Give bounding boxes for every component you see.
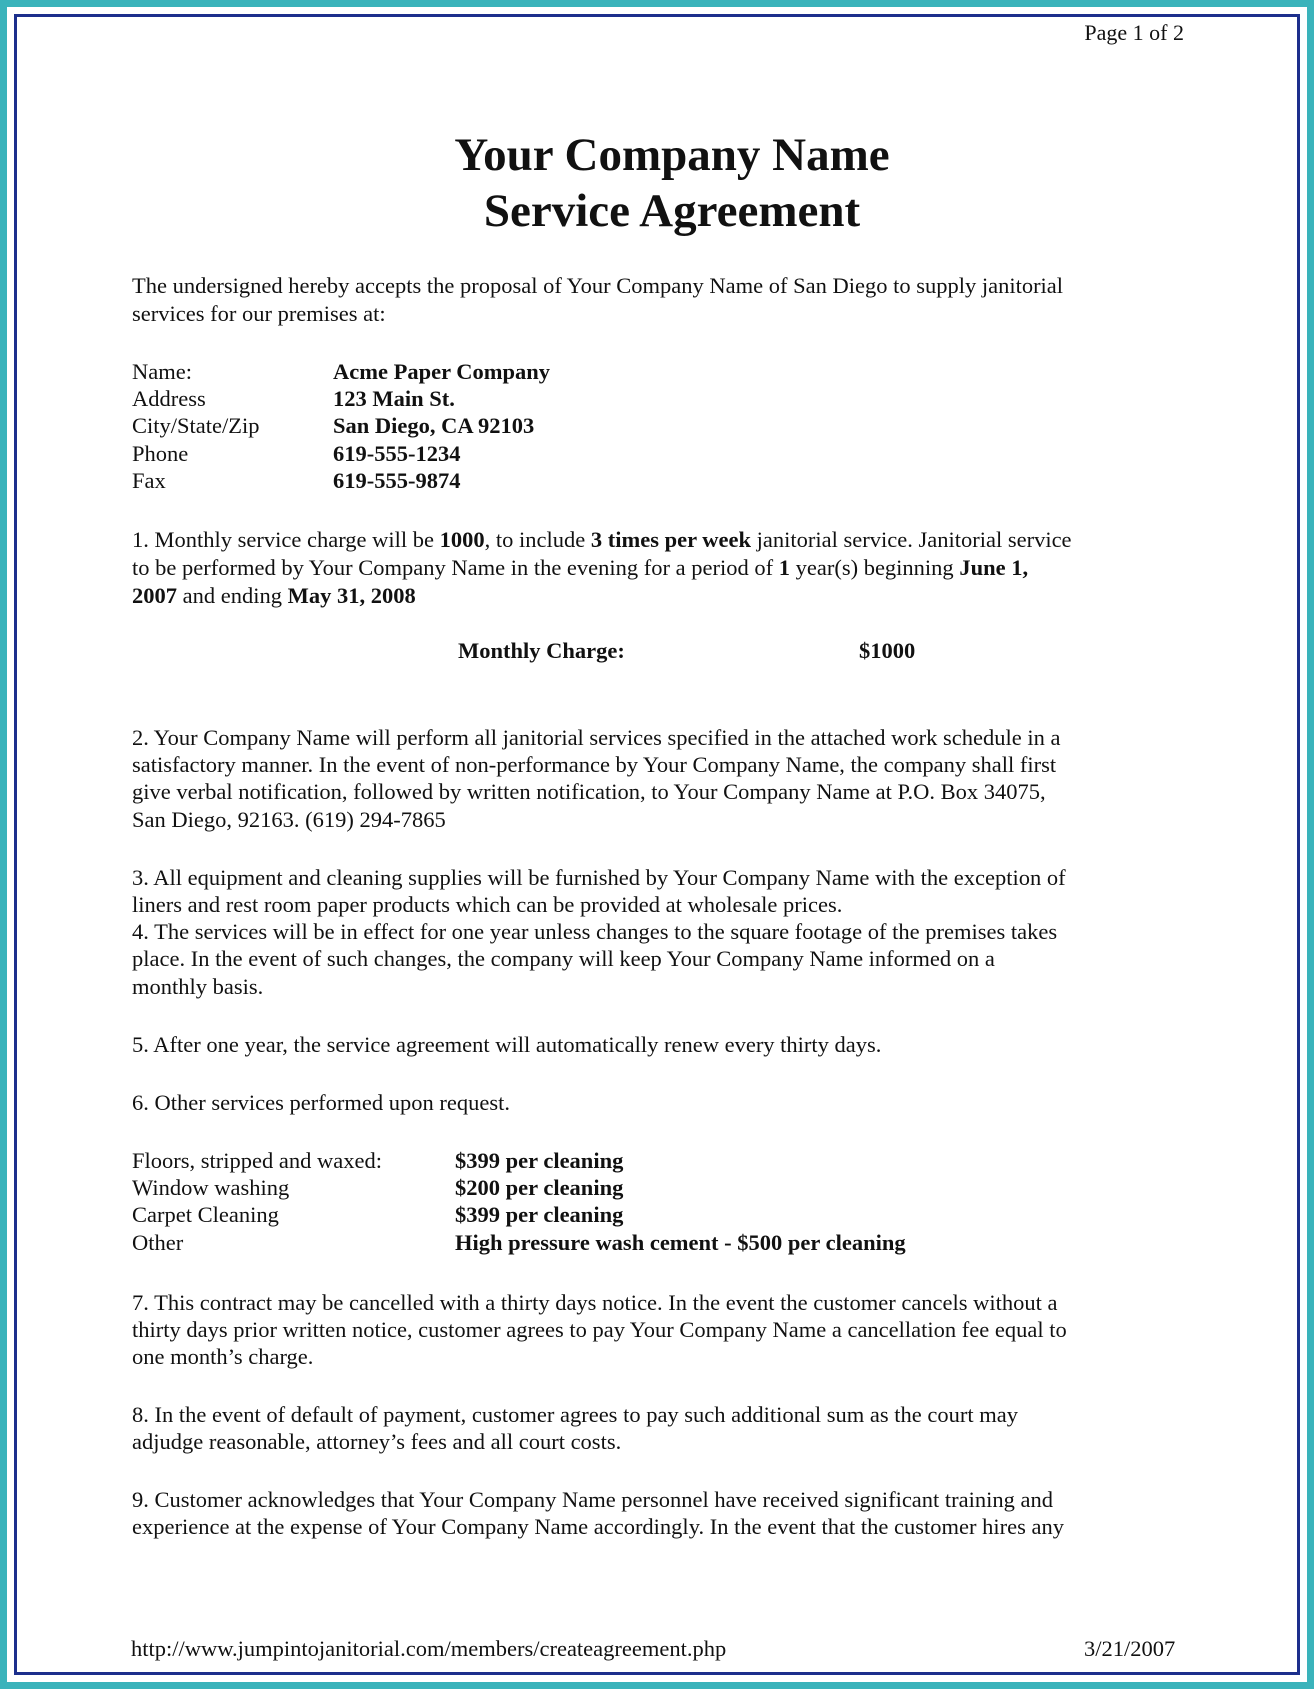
document-title: Service Agreement [483,185,861,237]
clause-8-line: adjudge reasonable, attorney’s fees and all court costs. [132,1429,622,1454]
clause-5: 5. After one year, the service agreement will automatically renew every thirty days. [132,1032,882,1057]
clause-7-line: thirty days prior written notice, customer agrees to pay Your Company Name a cancellation fee equal to [132,1317,1067,1342]
city-label: City/State/Zip [132,413,260,438]
company-title: Your Company Name [454,129,890,181]
address-label: Address [132,386,206,411]
intro-line-2: services for our premises at: [132,301,386,326]
service-name: Window washing [132,1175,290,1200]
clause-9-line: 9. Customer acknowledges that Your Company Name personnel have received significant training and [132,1487,1054,1512]
clause-1-line-1: 1. Monthly service charge will be 1000, to include 3 times per week janitorial service. Janitorial service [132,527,1072,552]
clause-3-line: 3. All equipment and cleaning supplies will be furnished by Your Company Name with the exception of [132,865,1066,890]
footer-url: http://www.jumpintojanitorial.com/members/createagreement.php [131,1636,727,1661]
phone-value: 619-555-1234 [333,441,461,466]
clause-6: 6. Other services performed upon request. [132,1090,510,1115]
fax-label: Fax [132,468,166,493]
city-value: San Diego, CA 92103 [333,413,535,438]
clause-4-line: place. In the event of such changes, the company will keep Your Company Name informed on a [132,946,995,971]
name-label: Name: [132,359,192,384]
clause-2-line: 2. Your Company Name will perform all janitorial services specified in the attached work schedule in a [132,725,1061,750]
clause-1-line-2: to be performed by Your Company Name in the evening for a period of 1 year(s) beginning June 1, [132,555,1029,580]
clause-2-line: give verbal notification, followed by written notification, to Your Company Name at P.O. Box 34075, [132,779,1046,804]
service-price: $399 per cleaning [455,1202,624,1227]
footer-date: 3/21/2007 [1084,1636,1176,1661]
clause-1-line-3: 2007 and ending May 31, 2008 [132,583,416,608]
clause-3-line: liners and rest room paper products which can be provided at wholesale prices. [132,892,843,917]
clause-7-line: one month’s charge. [132,1344,314,1369]
phone-label: Phone [132,441,189,466]
name-value: Acme Paper Company [333,359,551,384]
service-name: Floors, stripped and waxed: [132,1148,382,1173]
intro-line-1: The undersigned hereby accepts the proposal of Your Company Name of San Diego to supply janitorial [132,273,1064,298]
service-price: High pressure wash cement - $500 per cleaning [455,1230,906,1255]
clause-7-line: 7. This contract may be cancelled with a thirty days notice. In the event the customer cancels without a [132,1290,1058,1315]
clause-2-line: satisfactory manner. In the event of non-performance by Your Company Name, the company shall first [132,752,1057,777]
address-value: 123 Main St. [333,386,455,411]
clause-4-line: 4. The services will be in effect for one year unless changes to the square footage of the premises takes [132,919,1058,944]
clause-2-line: San Diego, 92163. (619) 294-7865 [132,807,446,832]
clause-8-line: 8. In the event of default of payment, customer agrees to pay such additional sum as the court may [132,1402,1018,1427]
service-price: $200 per cleaning [455,1175,624,1200]
monthly-charge-label: Monthly Charge: [458,638,625,663]
service-price: $399 per cleaning [455,1148,624,1173]
clause-4-line: monthly basis. [132,974,264,999]
service-name: Other [132,1230,184,1255]
monthly-charge-value: $1000 [859,638,916,663]
clause-9-line: experience at the expense of Your Company Name accordingly. In the event that the customer hires any [132,1514,1064,1539]
service-name: Carpet Cleaning [132,1202,279,1227]
fax-value: 619-555-9874 [333,468,461,493]
page-number: Page 1 of 2 [1084,20,1184,45]
